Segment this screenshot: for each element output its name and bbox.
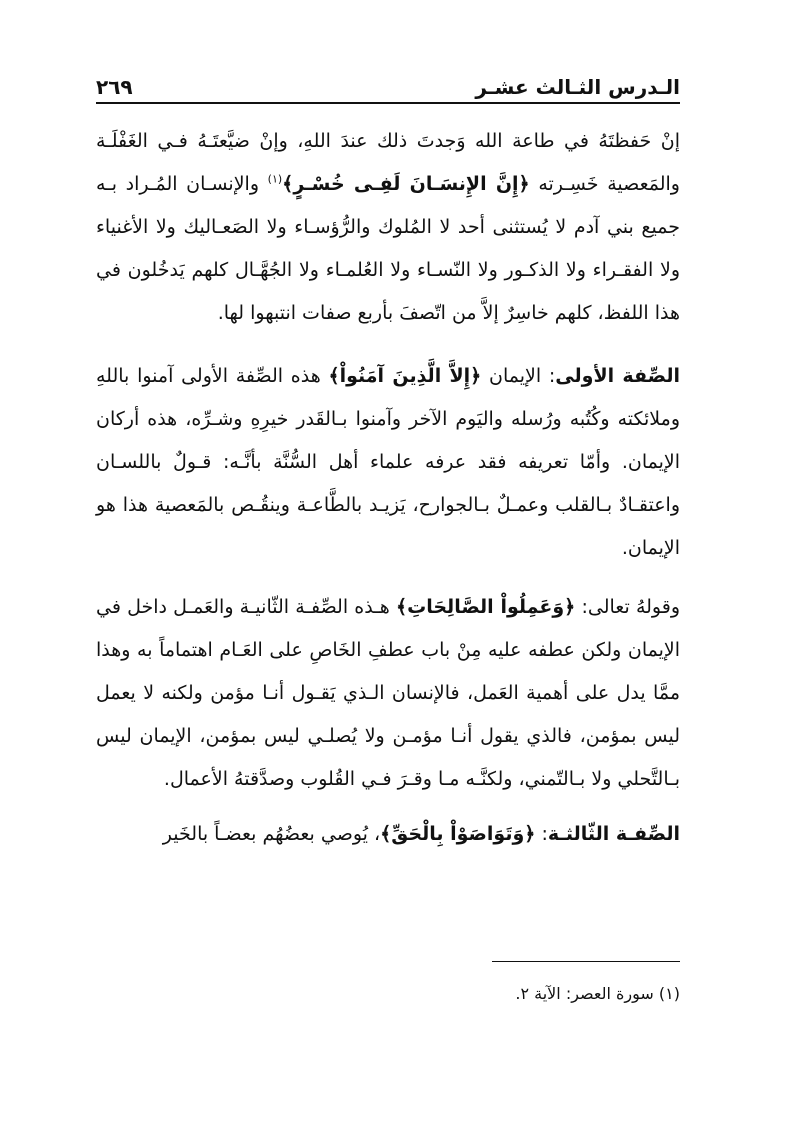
footnote: (١) سورة العصر: الآية ٢. (515, 984, 680, 1003)
paragraph-1 (96, 120, 680, 335)
quran-bracket-close: ﴾ (328, 365, 340, 387)
quran-verse-2: إِلاَّ الَّذِينَ آمَنُواْ (339, 365, 471, 387)
paragraph-2 (96, 355, 680, 570)
page-header (96, 72, 680, 106)
paragraph-2-text-a: : الإيمان (481, 365, 556, 387)
paragraph-4-text-c: ، يُوصي بعضُهُم بعضـاً بالخَير (162, 823, 381, 845)
quran-verse-3: وَعَمِلُواْ الصَّالِحَاتِ (407, 596, 565, 618)
header-divider (96, 102, 680, 104)
running-title: الـدرس الثـالث عشـر (475, 75, 680, 99)
paragraph-3-text-c: هـذه الصِّفـة الثّانيـة والعَمـل داخل في الإيمان ولكن عطفه عليه مِنْ باب عطفِ الخَاصِ على العَـام اهتماماً به وهذا ممَّا يدل على أهمية العَمل، فالإنسان الـذي يَقـول أنـا مؤمن ولكنه لا يعمل ليس بمؤمن، فالذي يقول أنـا مؤمـن ولا يُصلـي ليس بمؤمن، الإيمان ليس بـالتَّحلي ولا بـالتّمني، ولكنَّـه مـا وقـرَ فـي القُلوب وصدَّقتهُ الأعمال. (96, 596, 680, 790)
quran-bracket-close: ﴾ (380, 823, 392, 845)
quran-bracket-open: ﴿ (564, 596, 576, 618)
quran-bracket-open: ﴿ (524, 823, 536, 845)
main-text (96, 120, 680, 856)
paragraph-1-text-a: إنْ حَفظتَهُ في طاعة الله وَجدتَ ذلك عندَ اللهِ، وإنْ ضيَّعتَـهُ فـي الغَفْلَـة والمَعصية خَسِـرته (96, 130, 680, 195)
quran-verse-4: وَتَوَاصَوْاْ بِالْحَقِّ (391, 823, 525, 845)
quran-bracket-close: ﴾ (282, 173, 294, 195)
section-heading-third-attribute: الصِّفـة الثّالثـة (547, 823, 680, 845)
section-heading-first-attribute: الصِّفة الأولى (555, 365, 680, 387)
quran-bracket-open: ﴿ (470, 365, 482, 387)
footnote-divider (492, 961, 680, 962)
quran-bracket-close: ﴾ (396, 596, 408, 618)
paragraph-4-text-a: : (535, 823, 548, 845)
quran-verse-1: إِنَّ الإِنسَـانَ لَفِـى خُسْـرٍ (293, 173, 519, 195)
footnote-reference: (١) (267, 172, 283, 186)
paragraph-2-text-c: هذه الصِّفة الأولى آمنوا باللهِ وملائكته وكُتُبه ورُسله واليَوم الآخر وآمنوا بـالقَدر خيرِهِ وشـرِّه، هذه أركان الإيمان. وأمّا تعريفه فقد عرفه علماء أهل السُّنَّة بأنَّـه: قـولٌ باللسـان واعتقـادٌ بـالقلب وعمـلٌ بـالجوارح، يَزيـد بالطَّاعـة وينقُـص بالمَعصية هذا هو الإيمان. (96, 365, 680, 559)
page-number: ٢٦٩ (96, 75, 133, 99)
quran-bracket-open: ﴿ (518, 173, 530, 195)
paragraph-4 (96, 813, 680, 856)
paragraph-3-text-a: وقولهُ تعالى: (575, 596, 680, 618)
paragraph-1-text-c: والإنسـان المُـراد بـه جميع بني آدم لا يُستثنى أحد لا المُلوك والرُّؤسـاء ولا الصَعـاليك ولا الأغنياء ولا الفقـراء ولا الذكـور ولا النّسـاء ولا العُلمـاء ولا الجُهَّـال كلهم يَدخُلون في هذا اللفظ، كلهم خاسِرٌ إلاَّ من اتّصفَ بأربع صفات انتبهوا لها. (96, 173, 680, 324)
paragraph-3 (96, 586, 680, 801)
